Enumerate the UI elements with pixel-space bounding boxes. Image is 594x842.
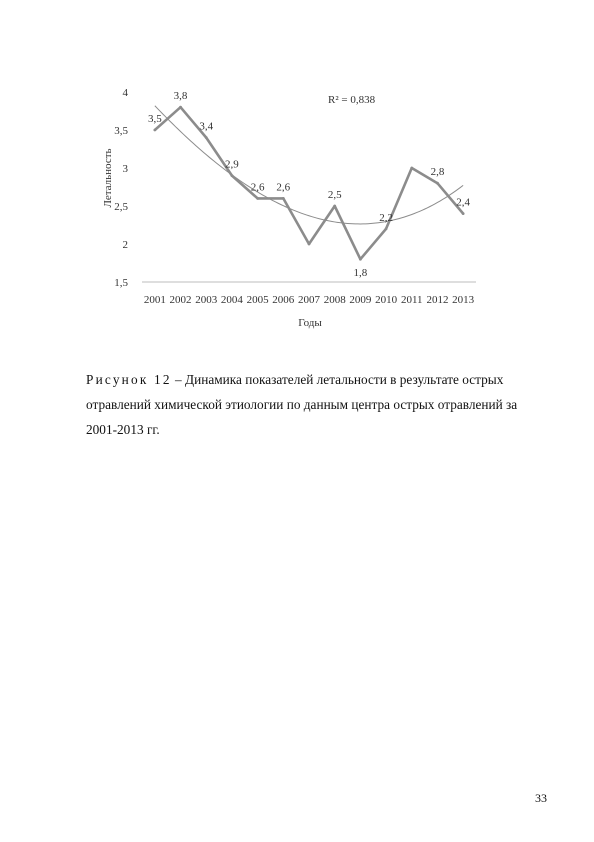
- caption-text: – Динамика показателей летальности в результате острых отравлений химической этиологии по данным центра острых отравлений за 2001-2013 гг.: [86, 372, 518, 437]
- x-tick-label: 2012: [426, 294, 449, 306]
- x-tick-label: 2010: [375, 294, 398, 306]
- y-tick-label: 4: [122, 87, 128, 99]
- r-squared-label: R² = 0,838: [328, 94, 376, 106]
- data-point: [436, 182, 439, 185]
- data-point: [179, 106, 182, 109]
- x-tick-label: 2003: [195, 294, 218, 306]
- data-label: 3,8: [173, 90, 188, 103]
- x-tick-label: 2006: [272, 294, 295, 306]
- data-point: [153, 129, 156, 132]
- data-point: [359, 258, 362, 261]
- y-axis-title: Летальность: [102, 148, 114, 208]
- chart: [0, 0, 594, 340]
- x-tick-label: 2013: [452, 294, 475, 306]
- y-tick-label: 3,5: [114, 125, 128, 137]
- data-label: 2,6: [250, 181, 265, 194]
- data-point: [256, 197, 259, 200]
- data-label: 3,5: [147, 113, 162, 125]
- y-tick-label: 3: [122, 163, 128, 175]
- data-point: [308, 243, 311, 246]
- figure-caption: [86, 367, 526, 442]
- x-tick-label: 2005: [246, 294, 269, 306]
- data-label: 3,4: [199, 120, 214, 133]
- data-point: [205, 136, 208, 139]
- data-label: 1,8: [353, 267, 368, 280]
- caption-label: Рисунок 12: [86, 372, 172, 387]
- data-point: [385, 227, 388, 230]
- x-tick-label: 2002: [169, 294, 192, 306]
- x-tick-label: 2011: [400, 294, 423, 306]
- y-tick-label: 2,5: [114, 201, 128, 213]
- y-tick-label: 2: [122, 239, 128, 251]
- chart-svg: [0, 0, 594, 340]
- data-point: [231, 174, 234, 177]
- x-axis-title: Годы: [298, 317, 322, 329]
- data-label: 2,9: [225, 158, 239, 171]
- data-point: [333, 205, 336, 208]
- page-number: 33: [535, 791, 547, 805]
- x-tick-label: 2001: [143, 294, 166, 306]
- x-tick-label: 2007: [298, 294, 320, 306]
- data-label: 2,5: [327, 189, 342, 201]
- data-point: [282, 197, 285, 200]
- data-label: 2,4: [456, 196, 471, 209]
- x-tick-label: 2009: [349, 294, 372, 306]
- data-point: [462, 212, 465, 215]
- x-tick-label: 2008: [323, 294, 346, 306]
- data-label: 2,2: [379, 211, 393, 224]
- data-point: [410, 167, 413, 170]
- x-tick-label: 2004: [220, 294, 243, 306]
- y-tick-label: 1,5: [114, 277, 128, 289]
- data-label: 2,6: [276, 181, 291, 194]
- data-label: 2,8: [430, 166, 445, 179]
